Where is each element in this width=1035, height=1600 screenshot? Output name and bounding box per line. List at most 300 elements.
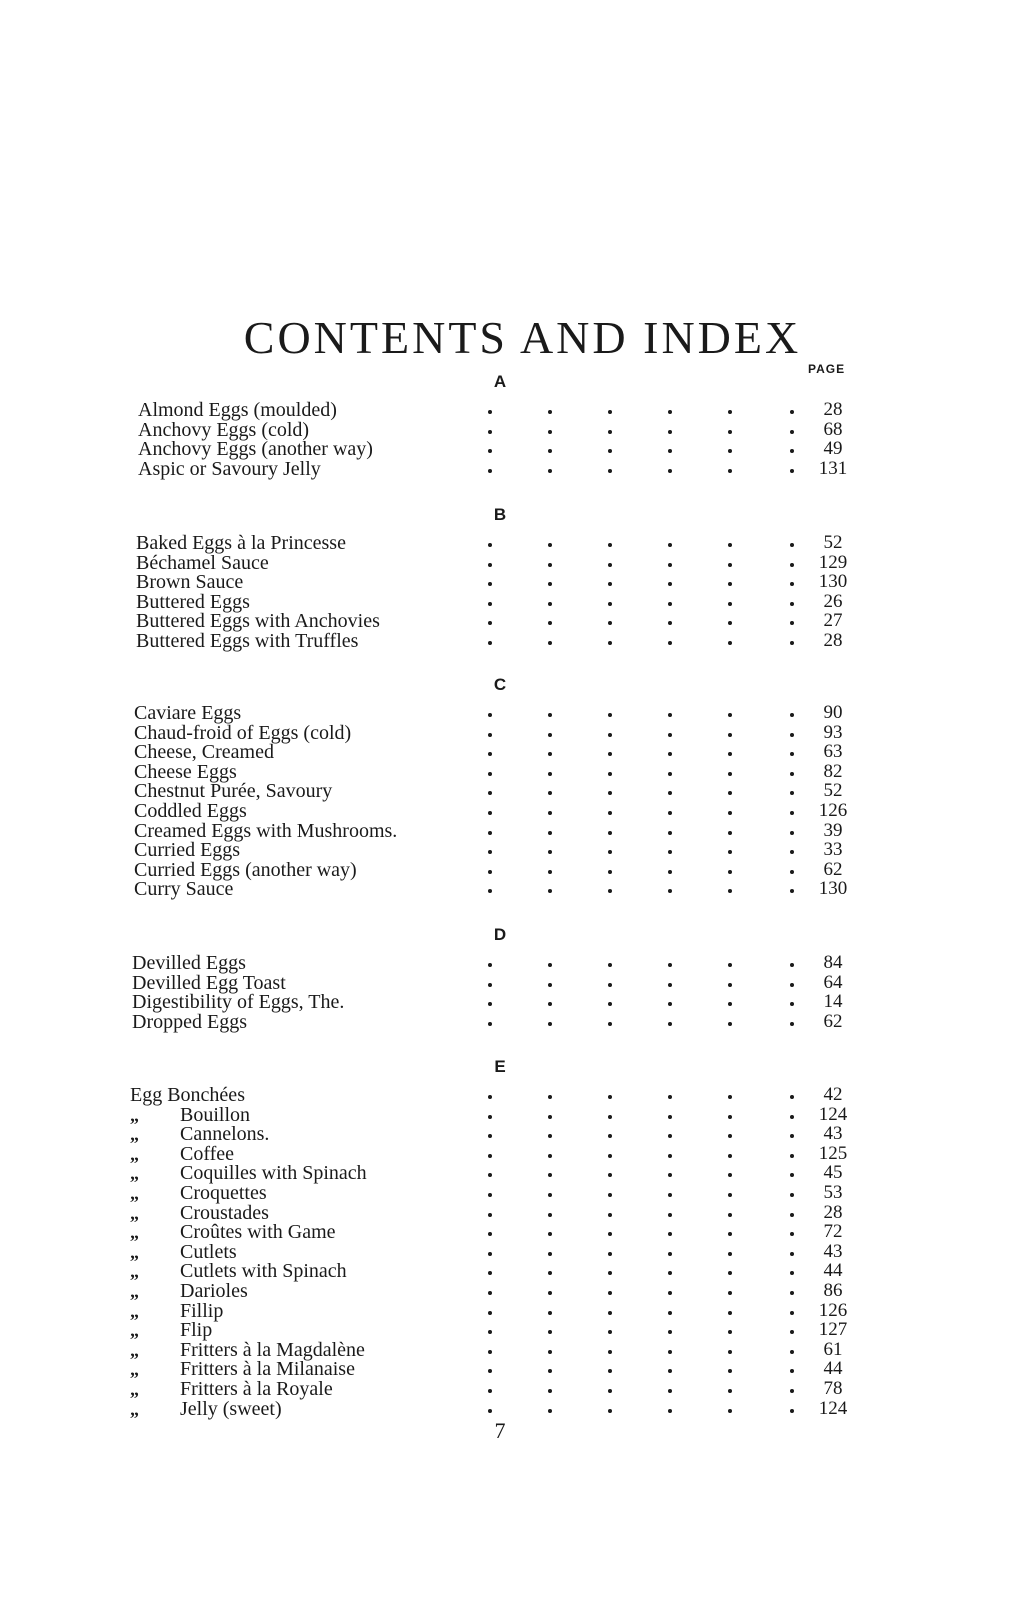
index-entry [134, 821, 858, 841]
leader-dot [790, 469, 794, 473]
entry-title: Béchamel Sauce [136, 551, 269, 574]
leader-dot [790, 543, 794, 547]
leader-dot [548, 563, 552, 567]
leader-dot [668, 870, 672, 874]
leader-dot [728, 430, 732, 434]
index-entry [136, 631, 858, 651]
leader-dot [548, 791, 552, 795]
leader-dot [728, 449, 732, 453]
leader-dot [548, 469, 552, 473]
leader-dot [608, 1330, 612, 1334]
leader-dot [608, 791, 612, 795]
entry-title: Croûtes with Game [180, 1221, 336, 1244]
leader-dot [790, 430, 794, 434]
entry-page-number: 90 [823, 702, 843, 723]
leader-dot [728, 889, 732, 893]
entry-title: Buttered Eggs with Anchovies [136, 610, 380, 633]
leader-dot [668, 1134, 672, 1138]
leader-dot [488, 1389, 492, 1393]
index-entry [138, 420, 858, 440]
entry-title: Darioles [180, 1280, 248, 1302]
leader-dot [790, 870, 794, 874]
leader-dot [488, 1271, 492, 1275]
leader-dot [668, 602, 672, 606]
index-entry [130, 1399, 858, 1419]
leader-dot [790, 713, 794, 717]
leader-dot [668, 1193, 672, 1197]
entry-page-number: 43 [823, 1123, 843, 1145]
entry-page-number: 44 [823, 1358, 843, 1380]
leader-dot [728, 1232, 732, 1236]
entry-title: Dropped Eggs [132, 1010, 247, 1033]
index-entry [130, 1203, 858, 1223]
leader-dot [608, 543, 612, 547]
entry-page-number: 53 [823, 1182, 843, 1203]
leader-dot [728, 850, 732, 854]
leader-dot [790, 410, 794, 414]
leader-dot [790, 733, 794, 737]
leader-dot [548, 1095, 552, 1099]
leader-dot [668, 1095, 672, 1099]
index-entry [134, 723, 858, 743]
leader-dot [608, 1311, 612, 1315]
leader-dot [728, 1115, 732, 1119]
leader-dot [790, 963, 794, 967]
entry-title: Cutlets with Spinach [180, 1260, 347, 1283]
entry-page-number: 126 [818, 1299, 848, 1321]
leader-dot [548, 1252, 552, 1256]
leader-dot [728, 1213, 732, 1217]
leader-dot [608, 641, 612, 645]
index-entry [132, 973, 858, 993]
entry-page-number: 28 [823, 399, 843, 420]
leader-dot [790, 1311, 794, 1315]
section-letter: E [494, 1057, 506, 1076]
ditto-mark: „ [130, 1241, 139, 1262]
entry-page-number: 26 [823, 590, 843, 612]
leader-dot [668, 831, 672, 835]
leader-dot [608, 1232, 612, 1236]
entry-title: Flip [180, 1319, 213, 1342]
leader-dot [668, 410, 672, 414]
leader-dot [668, 772, 672, 776]
entry-title: Creamed Eggs with Mushrooms. [134, 819, 398, 842]
leader-dot [668, 1330, 672, 1334]
leader-dot [668, 563, 672, 567]
entry-page-number: 72 [823, 1221, 843, 1243]
leader-dot [668, 1389, 672, 1393]
leader-dot [728, 1022, 732, 1026]
leader-dot [608, 850, 612, 854]
leader-dot [488, 1095, 492, 1099]
index-entry [130, 1359, 858, 1379]
leader-dot [790, 850, 794, 854]
leader-dot [608, 621, 612, 625]
entry-title: Curry Sauce [134, 878, 234, 901]
leader-dot [728, 963, 732, 967]
leader-dot [608, 713, 612, 717]
leader-dot [548, 831, 552, 835]
leader-dot [608, 1134, 612, 1138]
leader-dot [488, 1232, 492, 1236]
leader-dot [728, 733, 732, 737]
leader-dot [608, 1252, 612, 1256]
leader-dot [668, 1115, 672, 1119]
index-entry [136, 553, 858, 573]
leader-dot [488, 1330, 492, 1334]
leader-dot [608, 1095, 612, 1099]
ditto-mark: „ [130, 1398, 139, 1419]
leader-dot [668, 983, 672, 987]
leader-dot [488, 1311, 492, 1315]
leader-dot [668, 752, 672, 756]
leader-dot [668, 1252, 672, 1256]
leader-dot [728, 1271, 732, 1275]
entry-page-number: 52 [823, 780, 843, 802]
leader-dot [488, 641, 492, 645]
entry-page-number: 68 [823, 418, 843, 440]
ditto-mark: „ [130, 1300, 139, 1321]
leader-dot [548, 543, 552, 547]
entry-title: Caviare Eggs [134, 702, 242, 724]
leader-dot [790, 1115, 794, 1119]
index-entry [130, 1340, 858, 1360]
entry-page-number: 42 [823, 1084, 843, 1105]
leader-dot [728, 1311, 732, 1315]
leader-dot [668, 1154, 672, 1158]
leader-dot [608, 831, 612, 835]
leader-dot [548, 733, 552, 737]
leader-dot [608, 889, 612, 893]
leader-dot [548, 811, 552, 815]
ditto-mark: „ [130, 1281, 139, 1301]
leader-dot [488, 582, 492, 586]
leader-dot [728, 791, 732, 795]
leader-dot [488, 1115, 492, 1119]
leader-dot [668, 449, 672, 453]
leader-dot [488, 831, 492, 835]
leader-dot [488, 963, 492, 967]
leader-dot [548, 1022, 552, 1026]
leader-dot [488, 1002, 492, 1006]
leader-dot [548, 1350, 552, 1354]
leader-dot [608, 1369, 612, 1373]
entry-title: Coddled Eggs [134, 800, 247, 822]
entry-page-number: 82 [823, 760, 843, 782]
leader-dot [548, 1389, 552, 1393]
leader-dot [668, 1022, 672, 1026]
leader-dot [668, 733, 672, 737]
leader-dot [608, 752, 612, 756]
leader-dot [668, 1271, 672, 1275]
entry-page-number: 28 [823, 1201, 843, 1223]
entry-title: Cutlets [180, 1240, 237, 1263]
leader-dots [130, 1242, 858, 1262]
leader-dot [790, 889, 794, 893]
leader-dot [488, 1213, 492, 1217]
entry-page-number: 130 [818, 878, 848, 900]
leader-dot [728, 1095, 732, 1099]
entry-page-number: 33 [823, 839, 843, 861]
leader-dot [790, 1022, 794, 1026]
entry-title: Fritters à la Magdalène [180, 1338, 365, 1361]
leader-dot [488, 772, 492, 776]
leader-dot [488, 1134, 492, 1138]
leader-dot [608, 1154, 612, 1158]
leader-dot [548, 870, 552, 874]
entry-title: Fritters à la Milanaise [180, 1358, 355, 1381]
leader-dot [668, 582, 672, 586]
leader-dot [728, 1389, 732, 1393]
leader-dot [728, 831, 732, 835]
leader-dot [668, 850, 672, 854]
entry-page-number: 64 [823, 971, 843, 993]
leader-dot [488, 1350, 492, 1354]
leader-dot [488, 752, 492, 756]
leader-dot [548, 1115, 552, 1119]
leader-dot [548, 983, 552, 987]
leader-dot [790, 1330, 794, 1334]
leader-dot [548, 621, 552, 625]
leader-dot [608, 449, 612, 453]
leader-dot [668, 713, 672, 717]
leader-dot [548, 713, 552, 717]
ditto-mark: „ [130, 1261, 139, 1282]
entry-page-number: 63 [823, 741, 843, 763]
leader-dot [790, 1095, 794, 1099]
leader-dot [548, 772, 552, 776]
entry-title: Jelly (sweet) [180, 1397, 282, 1420]
leader-dot [548, 1154, 552, 1158]
entry-title: Croustades [180, 1201, 269, 1224]
leader-dot [790, 1173, 794, 1177]
entry-page-number: 28 [823, 630, 843, 651]
leader-dot [608, 582, 612, 586]
index-entry [138, 400, 858, 420]
entry-title: Croquettes [180, 1182, 267, 1204]
index-entry [134, 742, 858, 762]
leader-dot [668, 1002, 672, 1006]
index-entry [130, 1105, 858, 1125]
leader-dot [668, 469, 672, 473]
entry-page-number: 127 [818, 1319, 848, 1341]
index-entry [134, 801, 858, 821]
leader-dot [548, 410, 552, 414]
index-entry [130, 1320, 858, 1340]
leader-dot [548, 1271, 552, 1275]
ditto-mark: „ [130, 1339, 139, 1360]
index-entry [134, 762, 858, 782]
leader-dot [668, 1213, 672, 1217]
leader-dots [134, 879, 858, 899]
index-entry [134, 860, 858, 880]
page-column-label: PAGE [808, 362, 846, 376]
leader-dot [548, 1134, 552, 1138]
leader-dot [668, 1291, 672, 1295]
leader-dot [488, 1154, 492, 1158]
leader-dot [548, 850, 552, 854]
leader-dot [790, 1389, 794, 1393]
leader-dot [548, 641, 552, 645]
leader-dot [548, 582, 552, 586]
leader-dot [488, 1409, 492, 1413]
leader-dot [608, 1291, 612, 1295]
entry-title: Cheese, Creamed [134, 741, 274, 764]
leader-dot [488, 410, 492, 414]
leader-dot [548, 1173, 552, 1177]
ditto-mark: „ [130, 1379, 139, 1399]
entry-title: Curried Eggs (another way) [134, 858, 357, 881]
leader-dot [608, 983, 612, 987]
entry-title: Cheese Eggs [134, 760, 237, 783]
entry-title: Bouillon [180, 1103, 251, 1126]
ditto-mark: „ [130, 1320, 139, 1341]
leader-dot [728, 563, 732, 567]
leader-dot [488, 713, 492, 717]
index-entry [130, 1085, 858, 1105]
leader-dot [608, 410, 612, 414]
leader-dot [488, 983, 492, 987]
leader-dot [548, 1002, 552, 1006]
index-entry [134, 703, 858, 723]
leader-dot [790, 563, 794, 567]
leader-dot [488, 449, 492, 453]
leader-dot [790, 1134, 794, 1138]
index-entry [134, 879, 858, 899]
leader-dot [790, 1369, 794, 1373]
entry-page-number: 52 [823, 532, 843, 553]
ditto-mark: „ [130, 1222, 139, 1243]
leader-dot [728, 811, 732, 815]
entry-page-number: 61 [823, 1338, 843, 1360]
entry-page-number: 93 [823, 721, 843, 743]
leader-dot [608, 1271, 612, 1275]
leader-dot [488, 811, 492, 815]
index-entry [132, 1012, 858, 1032]
leader-dot [488, 1193, 492, 1197]
section-letter: C [493, 675, 507, 694]
leader-dot [608, 870, 612, 874]
entry-page-number: 129 [818, 551, 848, 573]
leader-dot [728, 713, 732, 717]
leader-dots [130, 1320, 858, 1340]
entry-page-number: 45 [823, 1162, 843, 1184]
ditto-mark: „ [130, 1183, 139, 1203]
entry-page-number: 49 [823, 438, 843, 460]
leader-dot [488, 1252, 492, 1256]
ditto-mark: „ [130, 1202, 139, 1223]
leader-dot [548, 1213, 552, 1217]
entry-page-number: 44 [823, 1260, 843, 1282]
leader-dot [728, 772, 732, 776]
entry-title: Digestibility of Eggs, The. [132, 991, 345, 1014]
leader-dot [488, 563, 492, 567]
leader-dot [488, 602, 492, 606]
entry-page-number: 86 [823, 1280, 843, 1301]
entry-title: Curried Eggs [134, 839, 241, 862]
leader-dots [134, 762, 858, 782]
leader-dots [134, 703, 858, 723]
index-entry [136, 592, 858, 612]
leader-dot [548, 449, 552, 453]
leader-dot [488, 791, 492, 795]
index-entry [130, 1379, 858, 1399]
leader-dot [728, 1350, 732, 1354]
leader-dot [548, 1330, 552, 1334]
leader-dot [608, 811, 612, 815]
leader-dot [668, 621, 672, 625]
index-entry [130, 1144, 858, 1164]
leader-dot [548, 889, 552, 893]
leader-dot [608, 1115, 612, 1119]
entry-title: Anchovy Eggs (another way) [138, 438, 373, 461]
index-entry [138, 439, 858, 459]
leader-dot [548, 1291, 552, 1295]
leader-dot [668, 1369, 672, 1373]
entry-page-number: 39 [823, 819, 843, 841]
leader-dot [668, 543, 672, 547]
leader-dot [488, 733, 492, 737]
leader-dot [548, 430, 552, 434]
leader-dot [608, 1213, 612, 1217]
entry-page-number: 78 [823, 1378, 843, 1399]
leader-dot [488, 543, 492, 547]
leader-dot [668, 1232, 672, 1236]
entry-title: Chaud-froid of Eggs (cold) [134, 721, 352, 744]
leader-dot [608, 430, 612, 434]
index-entry [136, 572, 858, 592]
entry-page-number: 126 [818, 800, 848, 821]
leader-dot [728, 621, 732, 625]
leader-dot [728, 1154, 732, 1158]
index-entry [130, 1301, 858, 1321]
leader-dot [668, 791, 672, 795]
index-entry [130, 1242, 858, 1262]
leader-dot [668, 1311, 672, 1315]
entry-title: Fritters à la Royale [180, 1378, 333, 1400]
leader-dot [728, 1193, 732, 1197]
leader-dot [548, 1311, 552, 1315]
entry-page-number: 27 [823, 610, 843, 632]
leader-dot [668, 963, 672, 967]
leader-dot [548, 752, 552, 756]
leader-dot [790, 811, 794, 815]
ditto-mark: „ [130, 1104, 139, 1125]
entry-page-number: 14 [823, 991, 843, 1013]
leader-dot [608, 772, 612, 776]
leader-dot [608, 1002, 612, 1006]
leader-dot [790, 582, 794, 586]
entry-title: Coffee [180, 1142, 235, 1165]
leader-dots [130, 1144, 858, 1164]
entry-title: Buttered Eggs [136, 590, 250, 613]
index-entry [130, 1281, 858, 1301]
leader-dot [790, 641, 794, 645]
leader-dot [790, 602, 794, 606]
section-letter: B [493, 505, 507, 524]
leader-dot [488, 1369, 492, 1373]
leader-dot [608, 1173, 612, 1177]
entry-title: Devilled Eggs [132, 952, 246, 974]
leader-dot [608, 733, 612, 737]
leader-dot [668, 1350, 672, 1354]
leader-dot [608, 1409, 612, 1413]
leader-dot [548, 602, 552, 606]
entry-title: Almond Eggs (moulded) [138, 399, 337, 421]
leader-dot [668, 1409, 672, 1413]
leader-dot [790, 1252, 794, 1256]
leader-dot [790, 1193, 794, 1197]
